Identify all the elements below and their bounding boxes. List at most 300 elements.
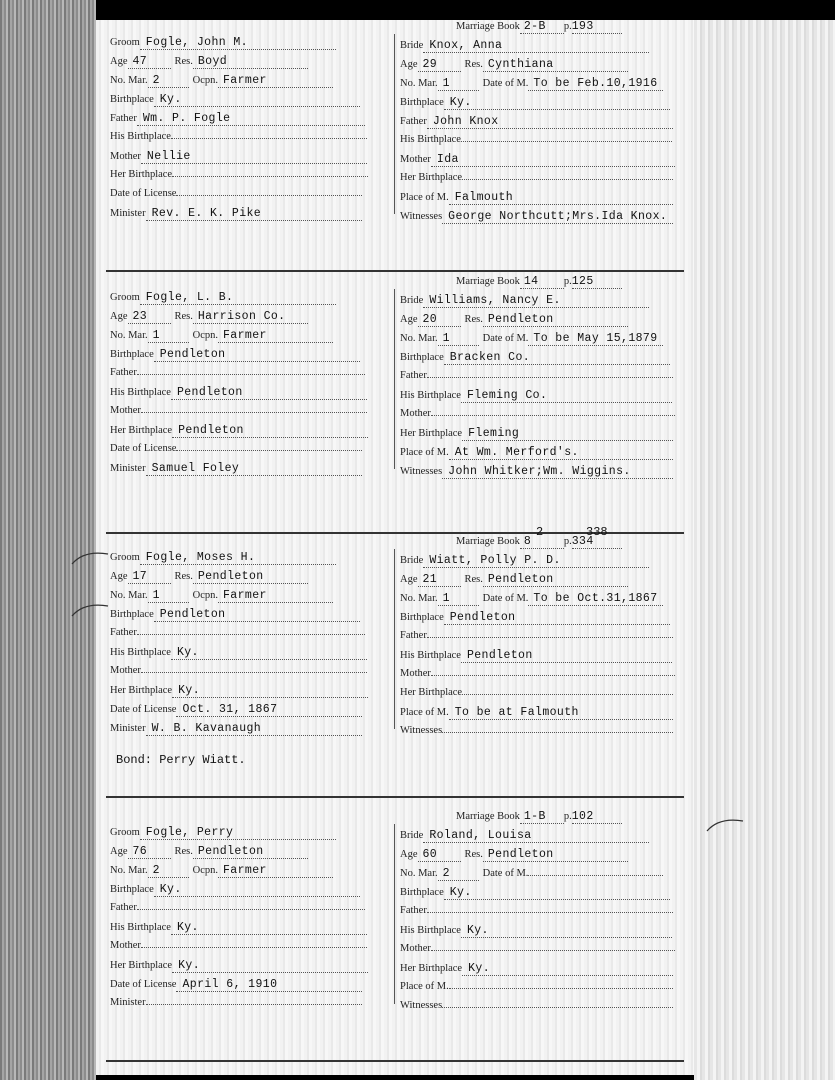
marriage-book-number: 1-B: [520, 810, 564, 824]
field-label: Place of M.: [400, 707, 449, 718]
record-separator: [106, 796, 684, 798]
field-nomar-ocpn: [110, 329, 390, 348]
field-date-of-license: [110, 188, 390, 207]
column-divider: [394, 549, 395, 729]
field-value: Pendleton: [483, 848, 628, 862]
field-value: [171, 138, 367, 139]
field-label: Bride: [400, 295, 424, 306]
bride-column: [400, 810, 690, 1019]
field-mother: [400, 943, 690, 962]
field-label: Groom: [110, 552, 140, 563]
field-value: [176, 195, 362, 196]
field-value: 21: [418, 573, 461, 587]
field-value: Ky.: [172, 959, 368, 973]
field-his-birthplace: [400, 924, 690, 943]
marriage-book-label: Marriage Book: [456, 536, 520, 547]
field-his-birthplace: [110, 386, 390, 405]
bride-column: [400, 20, 690, 229]
field-label: Father: [400, 630, 427, 641]
groom-column: [110, 551, 390, 741]
field-value: [528, 875, 663, 876]
field-groom: [110, 826, 390, 845]
field-label: Age: [110, 311, 128, 322]
field-father: [400, 630, 690, 649]
field-label: Date of M.: [482, 333, 529, 344]
field-minister: [110, 207, 390, 226]
field-minister: [110, 722, 390, 741]
field-value: [462, 179, 673, 180]
field-birthplace: [400, 96, 690, 115]
field-label: Res.: [174, 56, 193, 67]
column-divider: [394, 824, 395, 1004]
field-bride: [400, 294, 690, 313]
field-value: To be Oct.31,1867: [528, 592, 663, 606]
field-label: Date of M.: [482, 593, 529, 604]
field-value: [442, 732, 673, 733]
annotation-page: 338: [586, 525, 608, 539]
field-label: Her Birthplace: [110, 685, 173, 696]
field-value: Williams, Nancy E.: [423, 294, 649, 308]
page-bottom-rule: [106, 1060, 684, 1062]
field-label: Mother: [110, 665, 141, 676]
field-value: Farmer: [218, 74, 333, 88]
field-value: 1: [438, 592, 479, 606]
field-value: Knox, Anna: [423, 39, 649, 53]
field-value: Pendleton: [154, 608, 360, 622]
field-label: Minister: [110, 723, 146, 734]
marriage-record: [96, 810, 694, 1055]
field-label: Father: [110, 902, 137, 913]
field-value: [137, 374, 365, 375]
field-mother: [400, 408, 690, 427]
field-value: John Knox: [427, 115, 673, 129]
field-value: [431, 950, 675, 951]
page-number: 125: [572, 275, 622, 289]
field-place-of-m: [400, 191, 690, 210]
field-value: At Wm. Merford's.: [449, 446, 673, 460]
field-value: Harrison Co.: [193, 310, 308, 324]
field-mother: [110, 150, 390, 169]
field-value: Pendleton: [193, 845, 308, 859]
field-label: Mother: [110, 151, 141, 162]
field-label: His Birthplace: [110, 131, 171, 142]
field-value: Cynthiana: [483, 58, 628, 72]
field-label: No. Mar.: [110, 330, 148, 341]
field-nomar-ocpn: [110, 589, 390, 608]
field-label: Father: [110, 113, 137, 124]
field-value: Fogle, L. B.: [140, 291, 336, 305]
field-label: Bride: [400, 830, 424, 841]
field-label: His Birthplace: [110, 387, 171, 398]
field-label: Mother: [400, 668, 431, 679]
field-birthplace: [110, 608, 390, 627]
field-value: George Northcutt;Mrs.Ida Knox.: [442, 210, 673, 224]
field-her-birthplace: [110, 684, 390, 703]
page-label: p.: [563, 811, 572, 822]
scan-left-margin: [0, 0, 96, 1080]
field-label: Place of M.: [400, 447, 449, 458]
page-label: p.: [563, 21, 572, 32]
field-value: 2: [438, 867, 479, 881]
field-mother: [110, 665, 390, 684]
pen-mark: [70, 548, 110, 576]
field-value: Farmer: [218, 329, 333, 343]
field-father: [110, 367, 390, 386]
field-groom: [110, 291, 390, 310]
field-label: Age: [110, 56, 128, 67]
field-value: [462, 694, 673, 695]
field-mother: [400, 668, 690, 687]
field-father: [400, 905, 690, 924]
field-label: Witnesses: [400, 211, 443, 222]
field-her-birthplace: [400, 687, 690, 706]
field-label: His Birthplace: [400, 925, 461, 936]
scan-top-border: [96, 0, 835, 20]
field-label: Her Birthplace: [400, 172, 463, 183]
field-witnesses: [400, 465, 690, 484]
field-label: Mother: [400, 408, 431, 419]
field-label: Place of M.: [400, 192, 449, 203]
field-birthplace: [110, 93, 390, 112]
field-label: No. Mar.: [110, 590, 148, 601]
field-label: His Birthplace: [110, 647, 171, 658]
field-age-res: [400, 573, 690, 592]
annotation-book: 2: [536, 525, 544, 539]
field-label: Res.: [174, 311, 193, 322]
field-mother: [110, 940, 390, 959]
marriage-book-ref: [400, 20, 690, 39]
field-label: His Birthplace: [400, 134, 461, 145]
column-divider: [394, 34, 395, 214]
field-label: Witnesses: [400, 1000, 443, 1011]
field-witnesses: [400, 725, 690, 744]
field-value: To be May 15,1879: [528, 332, 663, 346]
field-his-birthplace: [110, 646, 390, 665]
field-label: Bride: [400, 555, 424, 566]
marriage-record: [96, 275, 694, 520]
field-mother: [400, 153, 690, 172]
field-label: No. Mar.: [400, 593, 438, 604]
record-separator: [106, 270, 684, 272]
field-label: Minister: [110, 208, 146, 219]
field-value: [431, 675, 675, 676]
field-value: [427, 912, 673, 913]
field-value: 23: [128, 310, 171, 324]
field-value: Pendleton: [172, 424, 368, 438]
field-value: Ky.: [172, 684, 368, 698]
field-label: Minister: [110, 997, 146, 1008]
field-label: Father: [400, 905, 427, 916]
field-value: 17: [128, 570, 171, 584]
field-her-birthplace: [400, 172, 690, 191]
field-label: His Birthplace: [400, 390, 461, 401]
field-value: Pendleton: [171, 386, 367, 400]
field-value: Wm. P. Fogle: [137, 112, 365, 126]
field-value: [176, 450, 362, 451]
field-label: Date of License: [110, 979, 177, 990]
field-witnesses: [400, 210, 690, 229]
field-label: Mother: [110, 405, 141, 416]
marriage-book-number: 8: [520, 535, 564, 549]
page-label: p.: [563, 276, 572, 287]
field-value: Fleming Co.: [461, 389, 672, 403]
field-witnesses: [400, 1000, 690, 1019]
field-label: No. Mar.: [110, 75, 148, 86]
page-number: 102: [572, 810, 622, 824]
field-label: Birthplace: [110, 609, 154, 620]
field-value: Falmouth: [449, 191, 673, 205]
field-value: Oct. 31, 1867: [176, 703, 362, 717]
field-value: Farmer: [218, 589, 333, 603]
field-value: Fogle, Moses H.: [140, 551, 336, 565]
field-value: [442, 1007, 673, 1008]
field-label: Mother: [110, 940, 141, 951]
field-place-of-m: [400, 706, 690, 725]
pen-mark: [70, 600, 110, 628]
field-value: [449, 988, 673, 989]
field-birthplace: [110, 883, 390, 902]
field-value: John Whitker;Wm. Wiggins.: [442, 465, 673, 479]
field-label: Mother: [400, 943, 431, 954]
bride-column: [400, 275, 690, 484]
field-birthplace: [110, 348, 390, 367]
field-label: Witnesses: [400, 725, 443, 736]
field-his-birthplace: [400, 389, 690, 408]
field-value: Ky.: [444, 886, 670, 900]
field-age-res: [110, 310, 390, 329]
groom-column: [110, 36, 390, 226]
field-date-of-license: [110, 443, 390, 462]
field-label: Groom: [110, 37, 140, 48]
field-label: Ocpn.: [192, 75, 218, 86]
field-value: Boyd: [193, 55, 308, 69]
field-his-birthplace: [110, 131, 390, 150]
field-label: Age: [110, 571, 128, 582]
field-father: [110, 112, 390, 131]
scan-right-margin: [694, 20, 835, 1080]
marriage-book-number: 14: [520, 275, 564, 289]
marriage-record: [96, 525, 694, 780]
field-label: Father: [110, 367, 137, 378]
page-number: 334: [572, 535, 622, 549]
field-label: Ocpn.: [192, 865, 218, 876]
field-label: Res.: [464, 574, 483, 585]
field-value: [141, 947, 367, 948]
field-father: [110, 902, 390, 921]
field-value: Ida: [431, 153, 675, 167]
marriage-book-label: Marriage Book: [456, 811, 520, 822]
field-value: Rev. E. K. Pike: [146, 207, 362, 221]
field-label: Her Birthplace: [110, 425, 173, 436]
field-value: [461, 141, 672, 142]
field-minister: [110, 462, 390, 481]
field-label: No. Mar.: [400, 868, 438, 879]
field-value: [146, 1004, 362, 1005]
field-value: Fogle, Perry: [140, 826, 336, 840]
field-age-res: [110, 55, 390, 74]
field-value: Pendleton: [444, 611, 670, 625]
field-date-of-license: [110, 703, 390, 722]
field-label: Her Birthplace: [110, 960, 173, 971]
field-value: Pendleton: [483, 573, 628, 587]
field-label: No. Mar.: [110, 865, 148, 876]
field-label: Birthplace: [400, 352, 444, 363]
field-label: No. Mar.: [400, 78, 438, 89]
field-value: [137, 634, 365, 635]
field-label: Birthplace: [400, 612, 444, 623]
marriage-record: [96, 20, 694, 265]
field-label: Date of M.: [482, 78, 529, 89]
field-label: His Birthplace: [400, 650, 461, 661]
field-label: Her Birthplace: [110, 169, 173, 180]
field-groom: [110, 36, 390, 55]
field-label: Age: [400, 59, 418, 70]
field-value: Pendleton: [154, 348, 360, 362]
field-her-birthplace: [110, 959, 390, 978]
field-value: [431, 415, 675, 416]
field-age-res: [400, 313, 690, 332]
field-age-res: [110, 570, 390, 589]
marriage-book-number: 2-B: [520, 20, 564, 34]
field-value: 47: [128, 55, 171, 69]
field-label: Birthplace: [110, 349, 154, 360]
field-value: [141, 672, 367, 673]
field-mother: [110, 405, 390, 424]
field-label: Date of M.: [482, 868, 529, 879]
field-value: Bracken Co.: [444, 351, 670, 365]
field-label: Mother: [400, 154, 431, 165]
field-label: Res.: [174, 571, 193, 582]
field-label: His Birthplace: [110, 922, 171, 933]
field-value: 20: [418, 313, 461, 327]
field-age-res: [110, 845, 390, 864]
field-his-birthplace: [400, 134, 690, 153]
field-value: 60: [418, 848, 461, 862]
field-value: [141, 412, 367, 413]
marriage-book-ref: [400, 535, 690, 554]
field-label: Father: [400, 116, 427, 127]
field-nomar-date: [400, 867, 690, 886]
field-date-of-license: [110, 978, 390, 997]
field-birthplace: [400, 886, 690, 905]
field-bride: [400, 829, 690, 848]
field-nomar-date: [400, 592, 690, 611]
field-label: Res.: [464, 849, 483, 860]
field-label: Father: [110, 627, 137, 638]
field-value: Pendleton: [461, 649, 672, 663]
field-bride: [400, 554, 690, 573]
field-value: To be Feb.10,1916: [528, 77, 663, 91]
field-value: Fleming: [462, 427, 673, 441]
field-value: [172, 176, 368, 177]
field-value: 29: [418, 58, 461, 72]
field-age-res: [400, 58, 690, 77]
field-her-birthplace: [400, 427, 690, 446]
field-label: Minister: [110, 463, 146, 474]
field-value: Fogle, John M.: [140, 36, 336, 50]
field-minister: [110, 997, 390, 1016]
field-value: Ky.: [171, 646, 367, 660]
field-label: Groom: [110, 292, 140, 303]
field-value: 2: [148, 74, 189, 88]
field-label: Age: [400, 314, 418, 325]
field-label: Date of License: [110, 443, 177, 454]
field-father: [110, 627, 390, 646]
field-label: Age: [110, 846, 128, 857]
field-value: [427, 637, 673, 638]
field-value: To be at Falmouth: [449, 706, 673, 720]
field-value: Roland, Louisa: [423, 829, 649, 843]
field-birthplace: [400, 351, 690, 370]
field-label: Birthplace: [400, 97, 444, 108]
field-value: 1: [438, 77, 479, 91]
pen-mark: [705, 815, 745, 843]
field-her-birthplace: [110, 424, 390, 443]
marriage-book-label: Marriage Book: [456, 276, 520, 287]
field-value: 76: [128, 845, 171, 859]
field-label: Birthplace: [400, 887, 444, 898]
field-his-birthplace: [400, 649, 690, 668]
field-value: April 6, 1910: [176, 978, 362, 992]
field-label: Father: [400, 370, 427, 381]
field-father: [400, 370, 690, 389]
field-place-of-m: [400, 981, 690, 1000]
field-value: Ky.: [462, 962, 673, 976]
marriage-book-ref: [400, 810, 690, 829]
field-value: 1: [438, 332, 479, 346]
record-card-page: [96, 20, 694, 1075]
field-label: Birthplace: [110, 884, 154, 895]
field-label: No. Mar.: [400, 333, 438, 344]
field-age-res: [400, 848, 690, 867]
field-value: Farmer: [218, 864, 333, 878]
field-label: Date of License: [110, 188, 177, 199]
field-label: Place of M.: [400, 981, 449, 992]
field-nomar-ocpn: [110, 74, 390, 93]
field-place-of-m: [400, 446, 690, 465]
field-nomar-ocpn: [110, 864, 390, 883]
field-label: Ocpn.: [192, 590, 218, 601]
field-value: [137, 909, 365, 910]
field-bride: [400, 39, 690, 58]
field-value: Ky.: [154, 93, 360, 107]
field-value: [427, 377, 673, 378]
page-label: p.: [563, 536, 572, 547]
field-label: Her Birthplace: [400, 428, 463, 439]
field-birthplace: [400, 611, 690, 630]
field-label: Her Birthplace: [400, 963, 463, 974]
marriage-book-ref: [400, 275, 690, 294]
field-label: Res.: [464, 314, 483, 325]
field-groom: [110, 551, 390, 570]
field-value: 1: [148, 329, 189, 343]
field-label: Her Birthplace: [400, 687, 463, 698]
field-label: Res.: [174, 846, 193, 857]
field-value: Wiatt, Polly P. D.: [423, 554, 649, 568]
field-label: Res.: [464, 59, 483, 70]
bond-note: Bond: Perry Wiatt.: [116, 753, 246, 767]
field-her-birthplace: [400, 962, 690, 981]
field-label: Groom: [110, 827, 140, 838]
field-label: Birthplace: [110, 94, 154, 105]
field-his-birthplace: [110, 921, 390, 940]
field-value: Pendleton: [483, 313, 628, 327]
groom-column: [110, 291, 390, 481]
field-label: Witnesses: [400, 466, 443, 477]
field-value: Samuel Foley: [146, 462, 362, 476]
field-label: Age: [400, 849, 418, 860]
field-label: Ocpn.: [192, 330, 218, 341]
